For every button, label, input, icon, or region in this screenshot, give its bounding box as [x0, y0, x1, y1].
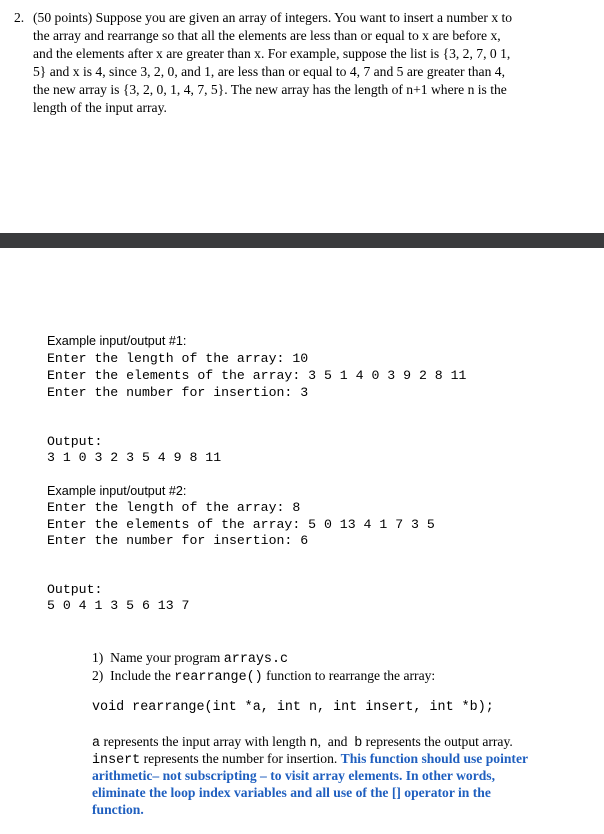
- requirement-1-text: 1) Name your program: [92, 650, 224, 665]
- param-n: n: [309, 736, 318, 751]
- example2-input-line: Enter the elements of the array: 5 0 13 4 1 7 3 5: [47, 517, 435, 532]
- requirement-2-text: 2) Include the: [92, 668, 175, 683]
- requirement-2-suffix: function to rearrange the array:: [262, 668, 436, 683]
- problem-number: 2.: [14, 10, 25, 25]
- param-description-line-1: [92, 734, 513, 751]
- example1-input-line: Enter the length of the array: 10: [47, 351, 309, 366]
- problem-line: the new array is {3, 2, 0, 1, 4, 7, 5}. The new array has the length of n+1 where n is the: [33, 82, 507, 97]
- problem-line: and the elements after x are greater than x. For example, suppose the list is {3, 2, 7, 0 1,: [33, 46, 511, 61]
- requirement-item-2: [92, 668, 435, 685]
- param-description-line-2: [92, 751, 528, 768]
- problem-statement: [14, 9, 599, 117]
- problem-line: length of the input array.: [33, 100, 167, 115]
- program-filename: arrays.c: [223, 652, 289, 667]
- problem-text: [33, 9, 599, 117]
- example1-input-line: Enter the elements of the array: 3 5 1 4 0 3 9 2 8 11: [47, 368, 467, 383]
- problem-line: 5} and x is 4, since 3, 2, 0, and 1, are less than or equal to 4, 7 and 5 are greater than 4,: [33, 64, 505, 79]
- param-a-text: represents the input array with length: [100, 734, 310, 749]
- param-b: b: [354, 736, 363, 751]
- example1-input-line: Enter the number for insertion: 3: [47, 385, 309, 400]
- example2-heading: Example input/output #2:: [47, 484, 187, 498]
- param-a: a: [92, 736, 101, 751]
- example1-heading: Example input/output #1:: [47, 334, 187, 348]
- example2-output-label: Output:: [47, 582, 103, 597]
- example2-input-line: Enter the number for insertion: 6: [47, 533, 309, 548]
- example1-output-label: Output:: [47, 434, 103, 449]
- pointer-rule-line: eliminate the loop index variables and all use of the [] operator in the: [92, 785, 491, 800]
- pointer-rule-line: function.: [92, 802, 144, 817]
- example2-output-values: 5 0 4 1 3 5 6 13 7: [47, 598, 190, 613]
- page-divider: [0, 233, 604, 248]
- example2-input-line: Enter the length of the array: 8: [47, 500, 301, 515]
- param-b-text: represents the output array.: [362, 734, 513, 749]
- requirement-item-1: [92, 650, 288, 667]
- param-insert: insert: [92, 753, 141, 768]
- function-signature: void rearrange(int *a, int n, int insert, int *b);: [92, 700, 494, 715]
- problem-line: the array and rearrange so that all the elements are less than or equal to x are before x,: [33, 28, 501, 43]
- pointer-rule-line: arithmetic– not subscripting – to visit array elements. In other words,: [92, 768, 495, 783]
- function-name: rearrange(): [174, 670, 263, 685]
- param-insert-text: represents the number for insertion.: [140, 751, 341, 766]
- param-and-text: , and: [317, 734, 355, 749]
- pointer-rule-text: This function should use pointer: [340, 751, 529, 766]
- problem-line: (50 points) Suppose you are given an array of integers. You want to insert a number x to: [33, 10, 513, 25]
- example1-output-values: 3 1 0 3 2 3 5 4 9 8 11: [47, 450, 222, 465]
